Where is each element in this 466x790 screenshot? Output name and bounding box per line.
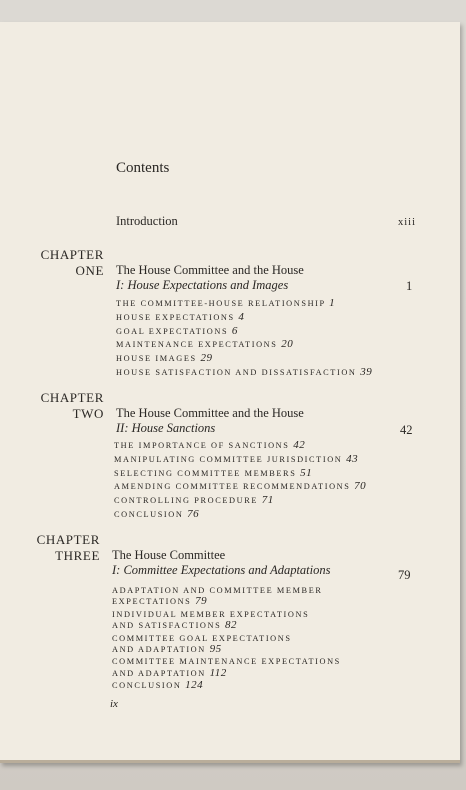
list-item: GOAL EXPECTATIONS 6 bbox=[116, 324, 238, 337]
chapter-three-title: The House Committee I: Committee Expectations and Adaptations bbox=[112, 548, 331, 577]
list-item: HOUSE SATISFACTION AND DISSATISFACTION 39 bbox=[116, 365, 373, 378]
list-item: CONCLUSION 76 bbox=[114, 507, 200, 520]
list-item: CONCLUSION 124 bbox=[112, 679, 204, 692]
list-item: AMENDING COMMITTEE RECOMMENDATIONS 70 bbox=[114, 480, 367, 493]
chapter-one-entries bbox=[116, 297, 372, 380]
introduction-title: Introduction bbox=[116, 214, 178, 228]
book-page bbox=[0, 22, 460, 763]
chapter-one-title: The House Committee and the House I: House Expectations and Images bbox=[116, 263, 304, 292]
chapter-two-label: CHAPTER TWO bbox=[40, 390, 104, 421]
list-item: MANIPULATING COMMITTEE JURISDICTION 43 bbox=[114, 452, 359, 465]
chapter-two-title: The House Committee and the House II: House Sanctions bbox=[116, 406, 304, 435]
page-folio: ix bbox=[110, 698, 118, 710]
contents-heading: Contents bbox=[116, 160, 170, 176]
chapter-three-label: CHAPTER THREE bbox=[36, 532, 100, 563]
chapter-two-page: 42 bbox=[400, 423, 413, 437]
chapter-three-page: 79 bbox=[398, 568, 411, 582]
list-item: HOUSE EXPECTATIONS 4 bbox=[116, 310, 245, 323]
list-item: COMMITTEE MAINTENANCE EXPECTATIONS AND ADAPTATION 112 bbox=[112, 657, 341, 679]
list-item: ADAPTATION AND COMMITTEE MEMBER EXPECTATIONS 79 bbox=[112, 586, 323, 608]
list-item: SELECTING COMMITTEE MEMBERS 51 bbox=[114, 466, 313, 479]
chapter-one-label: CHAPTER ONE bbox=[40, 247, 104, 278]
introduction-page: xiii bbox=[398, 217, 417, 228]
list-item: THE IMPORTANCE OF SANCTIONS 42 bbox=[114, 439, 306, 451]
list-item: INDIVIDUAL MEMBER EXPECTATIONS AND SATISFACTIONS 82 bbox=[112, 609, 310, 632]
list-item: THE COMMITTEE-HOUSE RELATIONSHIP 1 bbox=[116, 297, 336, 309]
chapter-two-entries bbox=[114, 439, 366, 522]
list-item: HOUSE IMAGES 29 bbox=[116, 352, 213, 365]
chapter-one-page: 1 bbox=[406, 279, 413, 293]
list-item: COMMITTEE GOAL EXPECTATIONS AND ADAPTATION 95 bbox=[112, 633, 292, 656]
list-item: CONTROLLING PROCEDURE 71 bbox=[114, 494, 274, 507]
chapter-three-entries bbox=[112, 585, 341, 692]
list-item: MAINTENANCE EXPECTATIONS 20 bbox=[116, 338, 294, 351]
